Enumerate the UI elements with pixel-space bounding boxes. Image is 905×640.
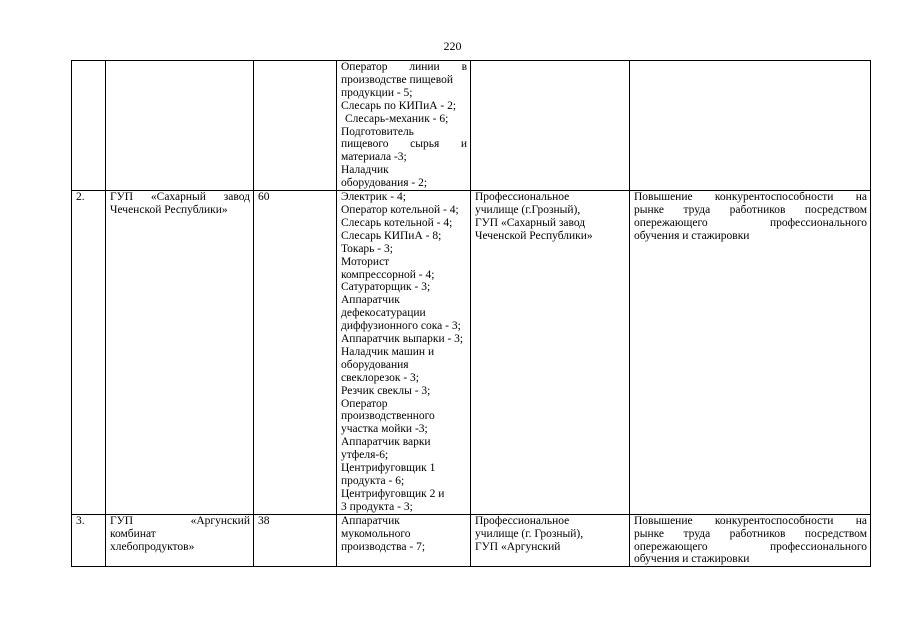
- profession-line: утфеля-6;: [341, 449, 389, 462]
- training-table: [71, 60, 871, 567]
- profession-line: Слесарь по КИПиА - 2;: [341, 99, 457, 112]
- profession-line: Аппаратчик выпарки - 3;: [341, 333, 464, 346]
- organization-cell: [106, 514, 254, 567]
- profession-line: пищевого сырья и: [341, 138, 467, 151]
- profession-line: производстве пищевой: [341, 73, 453, 86]
- profession-line: Слесарь КИПиА - 8;: [341, 229, 442, 242]
- count-cell: 38: [254, 514, 337, 567]
- profession-line: Аппаратчик: [341, 294, 400, 307]
- goal-line: Повышение конкурентоспособности на: [634, 191, 867, 204]
- organization-line: хлебопродуктов»: [110, 540, 195, 553]
- goal-line: обучения и стажировки: [634, 553, 750, 566]
- profession-line: диффузионного сока - 3;: [341, 320, 461, 333]
- profession-line: Аппаратчик: [341, 514, 400, 527]
- profession-line: Оператор: [341, 397, 388, 410]
- goal-line: обучения и стажировки: [634, 229, 750, 242]
- organization-cell: [106, 61, 254, 191]
- goal-line: опережающего профессионального: [634, 216, 867, 229]
- profession-line: продукции - 5;: [341, 86, 413, 99]
- row-number-cell: 3.: [72, 514, 106, 567]
- goal-line: рынке труда работников посредством: [634, 203, 867, 216]
- profession-line: Оператор линии в: [341, 61, 467, 73]
- organization-cell: [106, 191, 254, 515]
- institution-line: училище (г. Грозный),: [475, 527, 584, 540]
- profession-line: 3 продукта - 3;: [341, 500, 413, 513]
- profession-line: свеклорезок - 3;: [341, 371, 419, 384]
- professions-cell: [337, 514, 471, 567]
- organization-line: комбинат: [110, 527, 156, 540]
- table-row: [72, 191, 871, 515]
- institution-cell: [471, 191, 630, 515]
- institution-line: ГУП «Аргунский: [475, 540, 561, 553]
- institution-line: Профессиональное: [475, 191, 570, 204]
- institution-cell: [471, 61, 630, 191]
- professions-cell: [337, 191, 471, 515]
- profession-line: оборудования - 2;: [341, 177, 428, 190]
- institution-line: Профессиональное: [475, 514, 570, 527]
- profession-line: производства - 7;: [341, 540, 426, 553]
- institution-line: училище (г.Грозный),: [475, 203, 581, 216]
- institution-line: Чеченской Республики»: [475, 229, 593, 242]
- profession-line: материала -3;: [341, 151, 407, 164]
- goal-line: Повышение конкурентоспособности на: [634, 514, 867, 527]
- goal-cell: [630, 191, 871, 515]
- profession-line: Слесарь котельной - 4;: [341, 216, 453, 229]
- profession-line: Сатураторщик - 3;: [341, 281, 431, 294]
- organization-line: Чеченской Республики»: [110, 203, 228, 216]
- count-cell: 60: [254, 191, 337, 515]
- count-cell: [254, 61, 337, 191]
- profession-line: участка мойки -3;: [341, 423, 428, 436]
- goal-cell: [630, 61, 871, 191]
- profession-line: дефекосатурации: [341, 307, 426, 320]
- row-number-cell: [72, 61, 106, 191]
- profession-line: Слесарь-механик - 6;: [345, 112, 449, 125]
- profession-line: производственного: [341, 410, 435, 423]
- profession-line: Центрифуговщик 1: [341, 462, 436, 475]
- page-number: 220: [443, 39, 462, 53]
- table-row: [72, 514, 871, 567]
- goal-line: опережающего профессионального: [634, 540, 867, 553]
- profession-line: Аппаратчик варки: [341, 436, 431, 449]
- table-row: [72, 61, 871, 191]
- row-number-cell: 2.: [72, 191, 106, 515]
- profession-line: Токарь - 3;: [341, 242, 393, 255]
- profession-line: Резчик свеклы - 3;: [341, 384, 431, 397]
- institution-line: ГУП «Сахарный завод: [475, 216, 586, 229]
- profession-line: Наладчик: [341, 164, 389, 177]
- profession-line: продукта - 6;: [341, 475, 405, 487]
- profession-line: мукомольного: [341, 527, 411, 540]
- profession-line: Оператор котельной - 4;: [341, 203, 459, 216]
- profession-line: Центрифуговщик 2 и: [341, 487, 445, 500]
- profession-line: оборудования: [341, 358, 409, 371]
- profession-line: Моторист: [341, 255, 390, 268]
- goal-cell: [630, 514, 871, 567]
- profession-line: Подготовитель: [341, 125, 414, 138]
- organization-line: ГУП «Аргунский: [110, 514, 250, 527]
- profession-line: Электрик - 4;: [341, 191, 406, 204]
- organization-line: ГУП «Сахарный завод: [110, 191, 250, 204]
- institution-cell: [471, 514, 630, 567]
- profession-line: Наладчик машин и: [341, 345, 435, 358]
- professions-cell: [337, 61, 471, 191]
- goal-line: рынке труда работников посредством: [634, 527, 867, 540]
- profession-line: компрессорной - 4;: [341, 268, 435, 281]
